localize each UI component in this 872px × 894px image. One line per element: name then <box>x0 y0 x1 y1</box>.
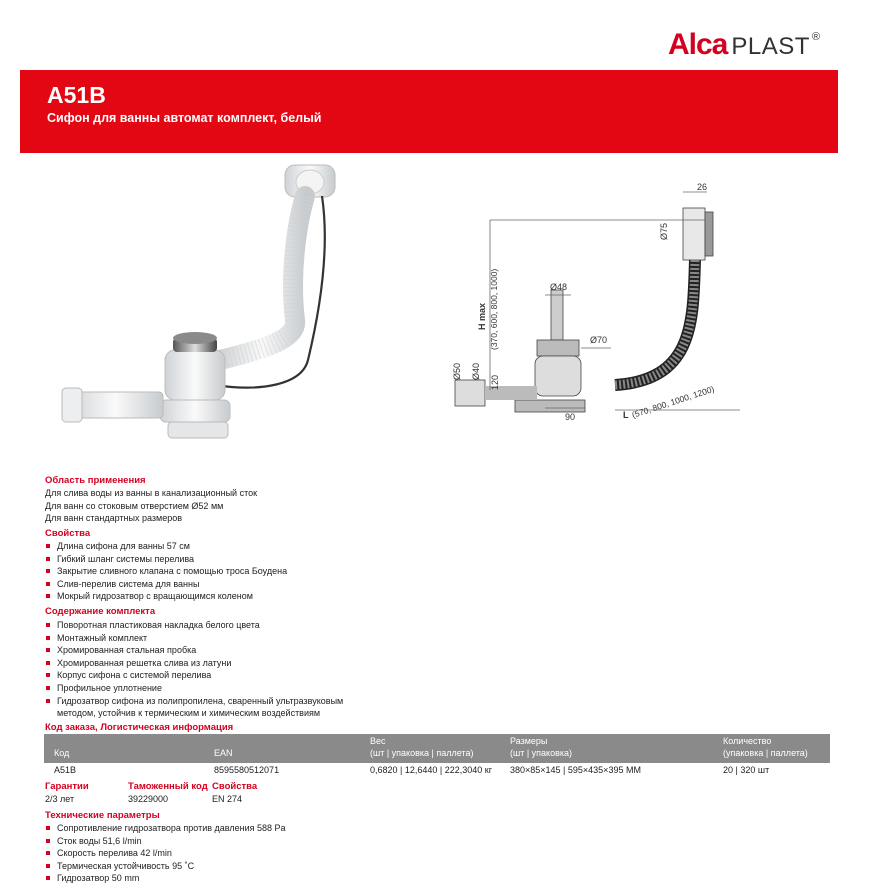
dim-40: Ø40 <box>471 362 481 380</box>
list-item: Гидрозатвор 50 mm <box>45 872 286 885</box>
dim-70: Ø70 <box>590 335 608 345</box>
col-size-sub: (шт | упаковка) <box>510 748 573 758</box>
col-code: Код <box>54 748 70 758</box>
logo-plast: PLAST <box>731 33 810 60</box>
list-item: Сток воды 51,6 l/min <box>45 835 286 848</box>
usage-line: Для слива воды из ванны в канализационный сток <box>45 488 258 498</box>
dim-75: Ø75 <box>659 222 669 240</box>
list-item: Длина сифона для ванны 57 см <box>45 540 287 553</box>
properties-title: Свойства <box>45 528 91 539</box>
list-item: Хромированная стальная пробка <box>45 644 343 657</box>
table-row <box>44 765 830 777</box>
list-item: Хромированная решетка слива из латуни <box>45 657 343 670</box>
dim-hmax-label: H max <box>477 302 487 330</box>
list-item: Мокрый гидрозатвор с вращающимся коленом <box>45 590 287 603</box>
list-item: Гидрозатвор сифона из полипропилена, сваренный ультразвуковым <box>45 695 343 708</box>
row-code: A51B <box>54 765 77 775</box>
product-code: A51B <box>47 82 106 108</box>
list-item: Профильное уплотнение <box>45 682 343 695</box>
technical-drawing <box>445 180 745 450</box>
customs-title: Таможенный код <box>128 781 208 792</box>
standard-value: EN 274 <box>212 794 243 804</box>
col-weight: Вес <box>370 736 386 746</box>
col-weight-sub: (шт | упаковка | паллета) <box>370 748 474 758</box>
contents-title: Содержание комплекта <box>45 606 156 617</box>
tech-list <box>45 822 286 885</box>
list-item: Монтажный комплект <box>45 632 343 645</box>
col-size: Размеры <box>510 736 548 746</box>
row-qty: 20 | 320 шт <box>723 765 770 775</box>
list-item: Поворотная пластиковая накладка белого цвета <box>45 619 343 632</box>
list-item: Скорость перелива 42 l/min <box>45 847 286 860</box>
list-item: Слив-перелив система для ванны <box>45 578 287 591</box>
col-qty: Количество <box>723 736 772 746</box>
standard-title: Свойства <box>212 781 258 792</box>
properties-list <box>45 540 287 603</box>
dim-120: 120 <box>490 374 500 390</box>
product-description: Сифон для ванны автомат комплект, белый <box>47 111 322 125</box>
list-item: Гибкий шланг системы перелива <box>45 553 287 566</box>
dim-l-label: L <box>623 410 629 420</box>
usage-list <box>45 487 257 525</box>
row-size: 380×85×145 | 595×435×395 MM <box>510 765 641 775</box>
contents-continuation: методом, устойчив к термическим и химическим воздействиям <box>57 708 321 718</box>
contents-list <box>45 619 343 707</box>
list-item: Корпус сифона с системой перелива <box>45 669 343 682</box>
dim-hmax-values: (370, 600, 800, 1000) <box>489 268 499 350</box>
dim-26: 26 <box>697 182 708 192</box>
dim-48: Ø48 <box>550 282 568 292</box>
guarantee-title: Гарантии <box>45 781 89 792</box>
row-weight: 0,6820 | 12,6440 | 222,3040 кг <box>370 765 492 775</box>
row-ean: 8595580512071 <box>214 765 280 775</box>
list-item: Закрытие сливного клапана с помощью троса Боудена <box>45 565 287 578</box>
usage-line: Для ванн со стоковым отверстием Ø52 мм <box>45 500 224 511</box>
usage-title: Область применения <box>45 475 146 486</box>
guarantee-value: 2/3 лет <box>45 794 75 804</box>
header-band <box>20 70 838 153</box>
brand-logo <box>668 28 820 62</box>
logo-alca: Alca <box>668 28 728 61</box>
col-qty-sub: (упаковка | паллета) <box>723 748 808 758</box>
dim-l-values: (570, 800, 1000, 1200) <box>630 383 716 420</box>
order-title: Код заказа, Логистическая информация <box>45 722 234 733</box>
col-ean: EAN <box>214 748 233 758</box>
product-photo <box>40 160 440 460</box>
usage-line: Для ванн стандартных размеров <box>45 513 182 524</box>
logo-registered-mark: ® <box>811 31 821 43</box>
tech-title: Технические параметры <box>45 810 160 821</box>
dim-90: 90 <box>565 412 576 422</box>
list-item: Сопротивление гидрозатвора против давления 588 Pa <box>45 822 286 835</box>
logistics-table-header <box>44 734 830 763</box>
customs-value: 39229000 <box>128 794 169 804</box>
dim-50: Ø50 <box>452 362 462 380</box>
list-item: Термическая устойчивость 95 ˚C <box>45 860 286 873</box>
